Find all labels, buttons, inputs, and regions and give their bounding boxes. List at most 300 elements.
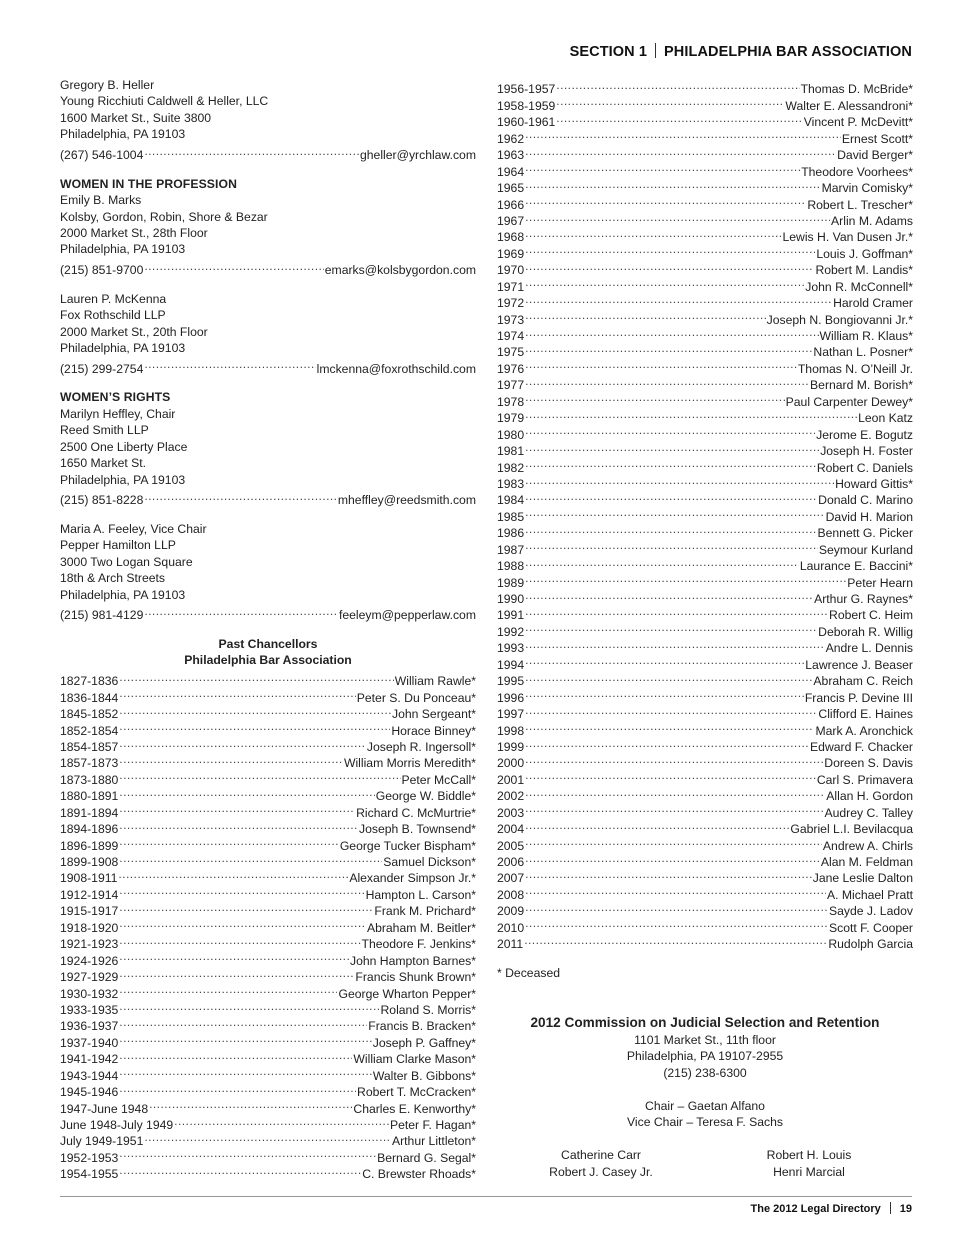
contact-address-2: 18th & Arch Streets xyxy=(60,571,166,586)
contact-city: Philadelphia, PA 19103 xyxy=(60,587,186,602)
chancellor-name: Vincent P. McDevitt* xyxy=(803,115,913,130)
dot-leader xyxy=(174,1113,389,1129)
chancellor-name: A. Michael Pratt xyxy=(826,887,913,902)
dot-leader xyxy=(525,767,816,783)
chancellor-name: Rudolph Garcia xyxy=(828,937,913,952)
chancellor-name: Andrew A. Chirls xyxy=(822,838,913,853)
chancellor-years: 1977 xyxy=(497,378,525,393)
chancellor-name: George W. Biddle* xyxy=(375,789,476,804)
chancellor-years: 1941-1942 xyxy=(60,1052,119,1067)
dot-leader xyxy=(119,965,354,981)
chancellor-years: 1965 xyxy=(497,181,525,196)
chancellors-title: Past Chancellors xyxy=(218,636,318,651)
chancellor-name: John R. McConnell* xyxy=(805,279,913,294)
commission-city: Philadelphia, PA 19107-2955 xyxy=(626,1049,784,1064)
chancellor-name: Francis B. Bracken* xyxy=(368,1019,476,1034)
dot-leader xyxy=(525,554,799,570)
chancellor-row xyxy=(497,406,913,426)
dot-leader xyxy=(525,833,822,849)
contact-email[interactable]: mheffley@reedsmith.com xyxy=(337,493,476,508)
chancellor-name: Audrey C. Talley xyxy=(824,805,913,820)
dot-leader xyxy=(525,488,817,504)
chancellor-years: 2005 xyxy=(497,838,525,853)
chancellor-years: 1988 xyxy=(497,559,525,574)
chancellor-years: 1992 xyxy=(497,624,525,639)
contact-firm: Kolsby, Gordon, Robin, Shore & Bezar xyxy=(60,209,268,224)
dot-leader xyxy=(144,603,338,619)
contact-address: 2000 Market St., 28th Floor xyxy=(60,225,208,240)
contact-address: 3000 Two Logan Square xyxy=(60,554,193,569)
commission-phone: (215) 238-6300 xyxy=(663,1065,747,1080)
chancellor-name: Theodore F. Jenkins* xyxy=(361,937,476,952)
dot-leader xyxy=(525,882,826,898)
dot-leader xyxy=(119,1014,367,1030)
chancellor-name: William Rawle* xyxy=(394,674,476,689)
dot-leader xyxy=(144,356,315,372)
chancellor-row xyxy=(60,669,476,689)
chancellor-name: Robert T. McCracken* xyxy=(357,1085,476,1100)
chancellor-years: 1960-1961 xyxy=(497,115,556,130)
chancellor-years: 2002 xyxy=(497,789,525,804)
chancellor-name: Seymour Kurland xyxy=(818,542,913,557)
commission-member: Robert J. Casey Jr. xyxy=(549,1164,653,1179)
chancellor-years: 1962 xyxy=(497,131,525,146)
chancellor-name: Arlin M. Adams xyxy=(831,213,913,228)
dot-leader xyxy=(144,258,323,274)
chancellor-name: William R. Klaus* xyxy=(819,329,913,343)
dot-leader xyxy=(525,192,806,208)
chancellor-name: Roland S. Morris* xyxy=(380,1002,476,1017)
dot-leader xyxy=(119,751,343,767)
dot-leader xyxy=(525,324,818,340)
chancellor-name: Joseph R. Ingersoll* xyxy=(366,739,476,754)
chancellor-name: Robert M. Landis* xyxy=(815,263,913,278)
chancellor-years: 1933-1935 xyxy=(60,1002,119,1017)
members-column-left xyxy=(497,1147,705,1180)
chancellor-name: Joseph H. Foster xyxy=(820,444,913,459)
chancellor-years: 2001 xyxy=(497,772,525,787)
dot-leader xyxy=(118,866,348,882)
chancellor-name: Peter Hearn xyxy=(847,575,913,590)
dot-leader xyxy=(119,1047,352,1063)
chancellor-name: Charles E. Kenworthy* xyxy=(353,1101,476,1116)
dot-leader xyxy=(525,866,812,882)
chancellor-years: 1985 xyxy=(497,509,525,524)
chancellor-years: 2011 xyxy=(497,937,524,952)
chancellor-years: 1912-1914 xyxy=(60,887,119,902)
chancellor-name: Leon Katz xyxy=(858,411,913,426)
chancellor-name: Allan H. Gordon xyxy=(826,789,913,804)
dot-leader xyxy=(525,587,813,603)
chancellor-name: Samuel Dickson* xyxy=(383,855,476,869)
chancellor-name: Abraham C. Reich xyxy=(813,674,913,689)
chancellor-years: July 1949-1951 xyxy=(60,1134,144,1149)
chancellor-name: Peter S. Du Ponceau* xyxy=(356,690,476,705)
chancellor-years: 1891-1894 xyxy=(60,805,119,820)
chancellor-name: Joseph B. Townsend* xyxy=(359,822,476,837)
chancellor-name: Alan M. Feldman xyxy=(820,855,913,869)
dot-leader xyxy=(119,817,358,833)
chancellor-name: Peter F. Hagan* xyxy=(389,1118,476,1132)
chancellor-years: 1994 xyxy=(497,657,525,672)
section-label: SECTION 1 xyxy=(569,44,648,60)
commission-address: 1101 Market St., 11th floor xyxy=(634,1033,776,1047)
chancellor-name: Peter McCall* xyxy=(401,772,476,787)
dot-leader xyxy=(525,504,825,520)
chancellor-years: 1990 xyxy=(497,592,525,606)
chancellor-years: 1880-1891 xyxy=(60,789,119,804)
chancellor-name: Theodore Voorhees* xyxy=(801,164,913,179)
chancellor-name: John Sergeant* xyxy=(391,707,476,722)
dot-leader xyxy=(525,817,789,833)
dot-leader xyxy=(525,751,823,767)
chancellor-name: Mark A. Aronchick xyxy=(815,723,913,738)
chancellor-years: 1998 xyxy=(497,723,525,738)
chancellor-years: 1979 xyxy=(497,411,525,426)
chancellor-years: 1827-1836 xyxy=(60,674,119,689)
contact-phone: (215) 299-2754 xyxy=(60,361,144,376)
contact-email[interactable]: emarks@kolsbygordon.com xyxy=(324,263,476,278)
chancellor-years: June 1948-July 1949 xyxy=(60,1118,174,1132)
dot-leader xyxy=(119,800,355,816)
dot-leader xyxy=(119,833,339,849)
chancellor-years: 2008 xyxy=(497,887,525,902)
dot-leader xyxy=(525,685,804,701)
chancellor-years: 1945-1946 xyxy=(60,1085,119,1100)
chancellor-years: 1970 xyxy=(497,263,525,278)
chancellor-years: 2009 xyxy=(497,904,525,919)
dot-leader xyxy=(119,1145,376,1161)
dot-leader xyxy=(525,735,809,751)
chancellor-years: 1896-1899 xyxy=(60,838,119,853)
contact-firm: Pepper Hamilton LLP xyxy=(60,538,176,553)
contact-phone: (215) 981-4129 xyxy=(60,608,144,623)
contact-phone: (215) 851-8228 xyxy=(60,493,144,508)
chancellor-years: 1956-1957 xyxy=(497,82,556,97)
dot-leader xyxy=(144,488,337,504)
dot-leader xyxy=(525,455,816,471)
dot-leader xyxy=(525,652,804,668)
dot-leader xyxy=(525,209,830,225)
commission-member: Henri Marcial xyxy=(773,1164,845,1179)
contact-name: Lauren P. McKenna xyxy=(60,291,167,306)
chancellor-name: Jane Leslie Dalton xyxy=(812,871,913,886)
chancellor-years: 1971 xyxy=(497,279,525,294)
contact-city: Philadelphia, PA 19103 xyxy=(60,242,186,257)
chancellor-years: 1969 xyxy=(497,246,525,261)
contact-email[interactable]: feeleym@pepperlaw.com xyxy=(338,608,476,623)
dot-leader xyxy=(119,669,393,685)
chancellor-years: 2010 xyxy=(497,920,525,935)
chancellor-years: 1873-1880 xyxy=(60,772,119,787)
dot-leader xyxy=(525,899,828,915)
dot-leader xyxy=(525,784,825,800)
chancellor-years: 1975 xyxy=(497,345,525,360)
chancellor-years: 1989 xyxy=(497,575,525,590)
dot-leader xyxy=(525,291,832,307)
contact-city: Philadelphia, PA 19103 xyxy=(60,127,186,142)
dot-leader xyxy=(119,702,391,718)
chancellor-name: George Tucker Bispham* xyxy=(339,838,476,853)
dot-leader xyxy=(525,274,804,290)
dot-leader xyxy=(149,1096,352,1112)
chancellor-row xyxy=(497,422,913,442)
chancellor-years: 1924-1926 xyxy=(60,953,119,968)
chancellor-name: Lawrence J. Beaser xyxy=(805,657,913,672)
deceased-footnote: * Deceased xyxy=(497,965,561,980)
chancellor-years: 1973 xyxy=(497,312,525,327)
dot-leader xyxy=(119,932,360,948)
contact-phone: (267) 546-1004 xyxy=(60,148,144,163)
dot-leader xyxy=(525,159,800,175)
chancellor-name: Robert C. Heim xyxy=(829,608,913,623)
chancellor-years: 2004 xyxy=(497,822,525,837)
dot-leader xyxy=(119,735,366,751)
dot-leader xyxy=(525,619,817,635)
dot-leader xyxy=(525,126,841,142)
contact-phone-email-row xyxy=(60,143,476,163)
dot-leader xyxy=(556,77,799,93)
contact-firm: Reed Smith LLP xyxy=(60,423,149,438)
chancellor-years: 1908-1911 xyxy=(60,871,118,886)
chancellor-name: Thomas N. O’Neill Jr. xyxy=(797,361,913,376)
dot-leader xyxy=(525,406,857,422)
chancellor-name: Hampton L. Carson* xyxy=(365,887,476,902)
dot-leader xyxy=(119,882,364,898)
chancellor-years: 1999 xyxy=(497,739,525,754)
chancellor-years: 1937-1940 xyxy=(60,1035,119,1050)
dot-leader xyxy=(144,1129,391,1145)
chancellor-name: David Berger* xyxy=(837,148,913,163)
chancellor-years: 1966 xyxy=(497,197,525,212)
chancellor-name: Walter E. Alessandroni* xyxy=(785,98,913,113)
dot-leader xyxy=(119,685,355,701)
chancellor-years: 1976 xyxy=(497,361,525,376)
chancellor-years: 1852-1854 xyxy=(60,723,119,738)
chancellor-name: Francis Shunk Brown* xyxy=(355,970,476,985)
dot-leader xyxy=(119,1080,356,1096)
chancellor-years: 2007 xyxy=(497,871,525,886)
chancellor-name: Alexander Simpson Jr.* xyxy=(349,871,476,886)
commission-block xyxy=(497,1014,913,1180)
chancellor-name: George Wharton Pepper* xyxy=(338,986,476,1001)
contact-email[interactable]: gheller@yrchlaw.com xyxy=(359,148,476,163)
chancellor-row xyxy=(497,77,913,97)
contact-email[interactable]: lmckenna@foxrothschild.com xyxy=(316,361,476,376)
chancellor-years: 1995 xyxy=(497,674,525,689)
chancellor-years: 1954-1955 xyxy=(60,1167,119,1182)
chancellor-name: Laurance E. Baccini* xyxy=(799,559,913,574)
chancellor-name: Louis J. Goffman* xyxy=(816,246,913,261)
chancellor-name: Marvin Comisky* xyxy=(821,181,913,196)
chancellor-years: 1996 xyxy=(497,690,525,705)
dot-leader xyxy=(524,932,827,948)
contact-phone-email-row xyxy=(60,488,476,508)
chancellor-years: 1836-1844 xyxy=(60,690,119,705)
right-column xyxy=(497,77,913,981)
chancellor-years: 1967 xyxy=(497,213,525,228)
contact-address: 2500 One Liberty Place xyxy=(60,439,188,454)
dot-leader xyxy=(525,718,814,734)
chancellor-years: 1991 xyxy=(497,608,525,623)
chancellor-name: Thomas D. McBride* xyxy=(800,82,913,97)
contact-name: Maria A. Feeley, Vice Chair xyxy=(60,521,207,536)
dot-leader xyxy=(144,143,359,159)
chancellor-name: Doreen S. Davis xyxy=(824,756,913,771)
dot-leader xyxy=(525,472,834,488)
dot-leader xyxy=(119,1030,371,1046)
dot-leader xyxy=(119,998,379,1014)
committee-title: WOMEN’S RIGHTS xyxy=(60,390,171,405)
chancellor-name: Donald C. Marino xyxy=(818,493,913,508)
dot-leader xyxy=(525,422,815,438)
chancellor-name: Richard C. McMurtrie* xyxy=(356,805,476,820)
chancellor-name: Arthur Littleton* xyxy=(391,1134,476,1149)
chancellor-years: 1997 xyxy=(497,707,525,722)
chancellor-name: Edward F. Chacker xyxy=(810,739,913,754)
chancellor-name: Carl S. Primavera xyxy=(816,772,913,787)
chancellor-name: Deborah R. Willig xyxy=(818,624,913,639)
chancellor-name: Joseph N. Bongiovanni Jr.* xyxy=(766,312,913,327)
chancellor-name: Bernard G. Segal* xyxy=(377,1150,476,1165)
chancellor-years: 1986 xyxy=(497,526,525,541)
contact-phone-email-row xyxy=(60,356,476,376)
chancellor-years: 1963 xyxy=(497,148,525,163)
chancellor-years: 1845-1852 xyxy=(60,707,119,722)
contact-address: 1600 Market St., Suite 3800 xyxy=(60,110,212,125)
chancellor-name: Nathan L. Posner* xyxy=(813,345,913,360)
chancellor-name: Robert C. Daniels xyxy=(816,460,913,475)
chancellor-years: 1857-1873 xyxy=(60,756,119,771)
page-footer xyxy=(751,1202,912,1215)
dot-leader xyxy=(525,570,846,586)
dot-leader xyxy=(525,307,766,323)
chancellor-years: 1854-1857 xyxy=(60,739,119,754)
contact-address-2: 1650 Market St. xyxy=(60,456,147,471)
dot-leader xyxy=(119,915,366,931)
chancellor-name: Bernard M. Borish* xyxy=(810,378,913,393)
chancellor-years: 1930-1932 xyxy=(60,986,119,1001)
chancellor-name: David H. Marion xyxy=(825,509,913,524)
chancellor-years: 2000 xyxy=(497,756,525,771)
contact-phone-email-row xyxy=(60,258,476,278)
dot-leader xyxy=(525,340,812,356)
dot-leader xyxy=(525,915,828,931)
chancellor-name: Bennett G. Picker xyxy=(817,526,913,541)
dot-leader xyxy=(525,800,823,816)
dot-leader xyxy=(119,981,337,997)
dot-leader xyxy=(525,241,815,257)
chancellor-years: 1964 xyxy=(497,164,525,179)
section-title: PHILADELPHIA BAR ASSOCIATION xyxy=(664,44,912,60)
dot-leader xyxy=(119,1063,372,1079)
chancellor-name: Ernest Scott* xyxy=(841,131,913,146)
dot-leader xyxy=(525,850,820,866)
dot-leader xyxy=(119,948,349,964)
left-column xyxy=(60,77,476,1182)
chancellor-years: 1936-1937 xyxy=(60,1019,119,1034)
chancellor-years: 1921-1923 xyxy=(60,937,119,952)
chancellor-years: 1943-1944 xyxy=(60,1068,119,1083)
chancellor-name: William Clarke Mason* xyxy=(353,1052,476,1067)
chancellor-years: 2003 xyxy=(497,805,525,820)
commission-vice-chair: Vice Chair – Teresa F. Sachs xyxy=(626,1115,784,1130)
page-number: 19 xyxy=(899,1203,912,1215)
dot-leader xyxy=(525,356,797,372)
footer-title: The 2012 Legal Directory xyxy=(750,1203,881,1215)
section-header xyxy=(570,43,912,60)
chancellor-years: 2006 xyxy=(497,855,525,869)
chancellor-name: C. Brewster Rhoads* xyxy=(362,1167,476,1182)
footer-divider xyxy=(890,1202,891,1214)
chancellor-years: 1982 xyxy=(497,460,525,475)
chancellor-name: John Hampton Barnes* xyxy=(349,953,476,968)
contact-address: 2000 Market St., 20th Floor xyxy=(60,324,208,339)
chancellor-years: 1980 xyxy=(497,427,525,442)
commission-title: 2012 Commission on Judicial Selection and Retention xyxy=(530,1015,880,1030)
chancellor-name: Lewis H. Van Dusen Jr.* xyxy=(782,230,913,245)
dot-leader xyxy=(525,225,781,241)
spacer xyxy=(497,1081,913,1097)
chancellor-name: Paul Carpenter Dewey* xyxy=(785,394,913,409)
chancellor-name: Sayde J. Ladov xyxy=(828,904,913,919)
chancellor-name: Francis P. Devine III xyxy=(804,690,913,705)
chancellor-name: Joseph P. Gaffney* xyxy=(372,1035,476,1050)
commission-member: Catherine Carr xyxy=(561,1148,641,1163)
dot-leader xyxy=(525,702,817,718)
chancellor-name: Abraham M. Beitler* xyxy=(366,920,476,935)
chancellor-years: 1993 xyxy=(497,641,525,656)
chancellor-name: Harold Cramer xyxy=(833,296,913,311)
chancellor-name: Howard Gittis* xyxy=(835,476,913,491)
contact-phone-email-row xyxy=(60,603,476,623)
contact-firm: Young Ricchiuti Caldwell & Heller, LLC xyxy=(60,94,269,109)
dot-leader xyxy=(119,784,374,800)
chancellor-years: 1894-1896 xyxy=(60,822,119,837)
contact-city: Philadelphia, PA 19103 xyxy=(60,341,186,355)
chancellor-years: 1972 xyxy=(497,296,525,311)
chancellor-name: Jerome E. Bogutz xyxy=(816,427,913,442)
chancellor-years: 1978 xyxy=(497,394,525,409)
dot-leader xyxy=(119,899,373,915)
chancellor-name: Frank M. Prichard* xyxy=(374,904,476,919)
dot-leader xyxy=(556,93,784,109)
chancellor-years: 1987 xyxy=(497,542,525,557)
dot-leader xyxy=(525,258,814,274)
chancellor-name: Horace Binney* xyxy=(391,723,476,738)
chancellor-years: 1927-1929 xyxy=(60,970,119,985)
contact-name: Emily B. Marks xyxy=(60,193,142,208)
dot-leader xyxy=(525,176,820,192)
spacer xyxy=(497,1131,913,1147)
chancellor-years: 1984 xyxy=(497,493,525,508)
chancellor-name: Andre L. Dennis xyxy=(825,641,913,656)
dot-leader xyxy=(119,718,390,734)
chancellor-name: Scott F. Cooper xyxy=(829,920,913,935)
chancellor-name: Gabriel L.I. Bevilacqua xyxy=(790,822,913,837)
members-column-right xyxy=(705,1147,913,1180)
committee-title: WOMEN IN THE PROFESSION xyxy=(60,176,237,191)
dot-leader xyxy=(556,110,802,126)
chancellor-name: Arthur G. Raynes* xyxy=(814,592,913,606)
chancellors-list-right xyxy=(497,77,913,952)
dot-leader xyxy=(525,373,809,389)
dot-leader xyxy=(119,1162,361,1178)
chancellor-name: Robert L. Trescher* xyxy=(807,197,913,212)
footer-rule xyxy=(60,1196,912,1197)
chancellor-years: 1899-1908 xyxy=(60,855,119,869)
dot-leader xyxy=(525,521,816,537)
